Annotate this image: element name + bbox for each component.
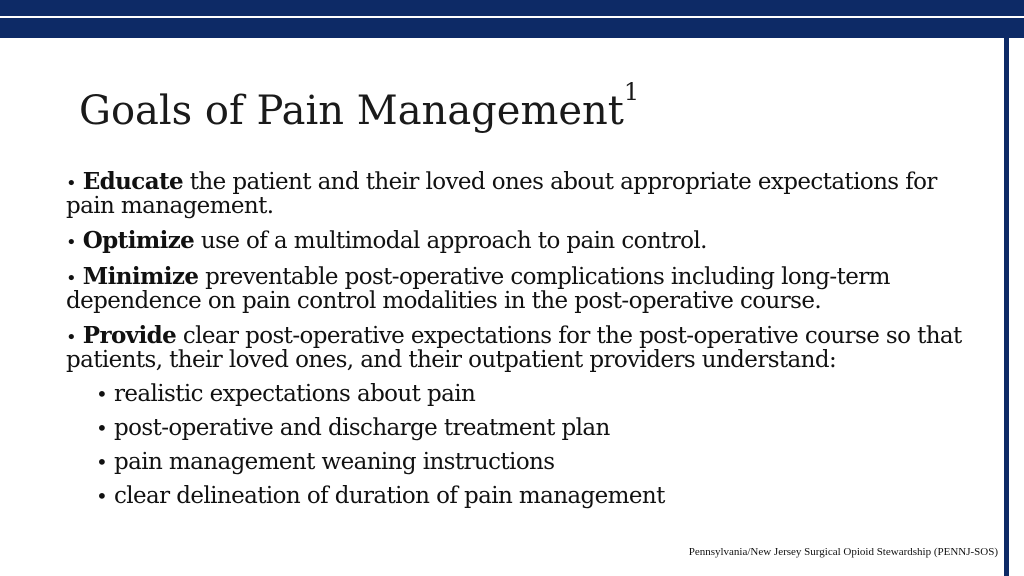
sub-bullet-item	[96, 451, 966, 474]
sub-bullet-text: pain management weaning instructions	[114, 449, 555, 475]
bullet-dot-icon: •	[66, 232, 77, 253]
right-accent-bar	[1004, 38, 1009, 576]
bullet-educate	[66, 170, 966, 218]
header-band	[0, 0, 1024, 38]
sub-bullet-item	[96, 383, 966, 406]
bullet-keyword: Optimize	[82, 227, 195, 254]
sub-bullet-dot-icon: •	[96, 416, 108, 440]
header-divider-line	[0, 16, 1024, 18]
title-footnote-marker: 1	[623, 78, 640, 106]
sub-bullet-item	[96, 485, 966, 508]
sub-bullet-dot-icon: •	[96, 382, 108, 406]
sub-bullet-dot-icon: •	[96, 450, 108, 474]
bullet-optimize	[66, 229, 966, 254]
footer-credit: Pennsylvania/New Jersey Surgical Opioid Stewardship (PENNJ-SOS)	[688, 546, 998, 558]
sub-bullet-text: clear delineation of duration of pain management	[114, 483, 665, 509]
bullet-text: preventable post-operative complications including long-term dependence on pain control modalities in the post-operative course.	[66, 264, 890, 314]
bullet-provide	[66, 324, 966, 372]
sub-bullet-item	[96, 417, 966, 440]
slide-title	[79, 78, 640, 136]
bullet-dot-icon: •	[66, 327, 77, 348]
slide-content	[66, 170, 966, 519]
sub-bullet-text: post-operative and discharge treatment plan	[114, 415, 610, 441]
bullet-text: the patient and their loved ones about appropriate expectations for pain management.	[66, 169, 937, 219]
bullet-keyword: Minimize	[82, 263, 199, 290]
bullet-dot-icon: •	[66, 268, 77, 289]
sub-bullet-dot-icon: •	[96, 484, 108, 508]
bullet-minimize	[66, 265, 966, 313]
slide-title-text: Goals of Pain Management	[79, 88, 624, 134]
bullet-keyword: Provide	[82, 322, 177, 349]
bullet-keyword: Educate	[82, 168, 184, 195]
bullet-dot-icon: •	[66, 173, 77, 194]
bullet-text: clear post-operative expectations for the post-operative course so that patients, their loved ones, and their outpatient providers understand:	[66, 323, 962, 373]
sub-bullet-text: realistic expectations about pain	[114, 381, 476, 407]
bullet-text: use of a multimodal approach to pain control.	[194, 228, 707, 254]
